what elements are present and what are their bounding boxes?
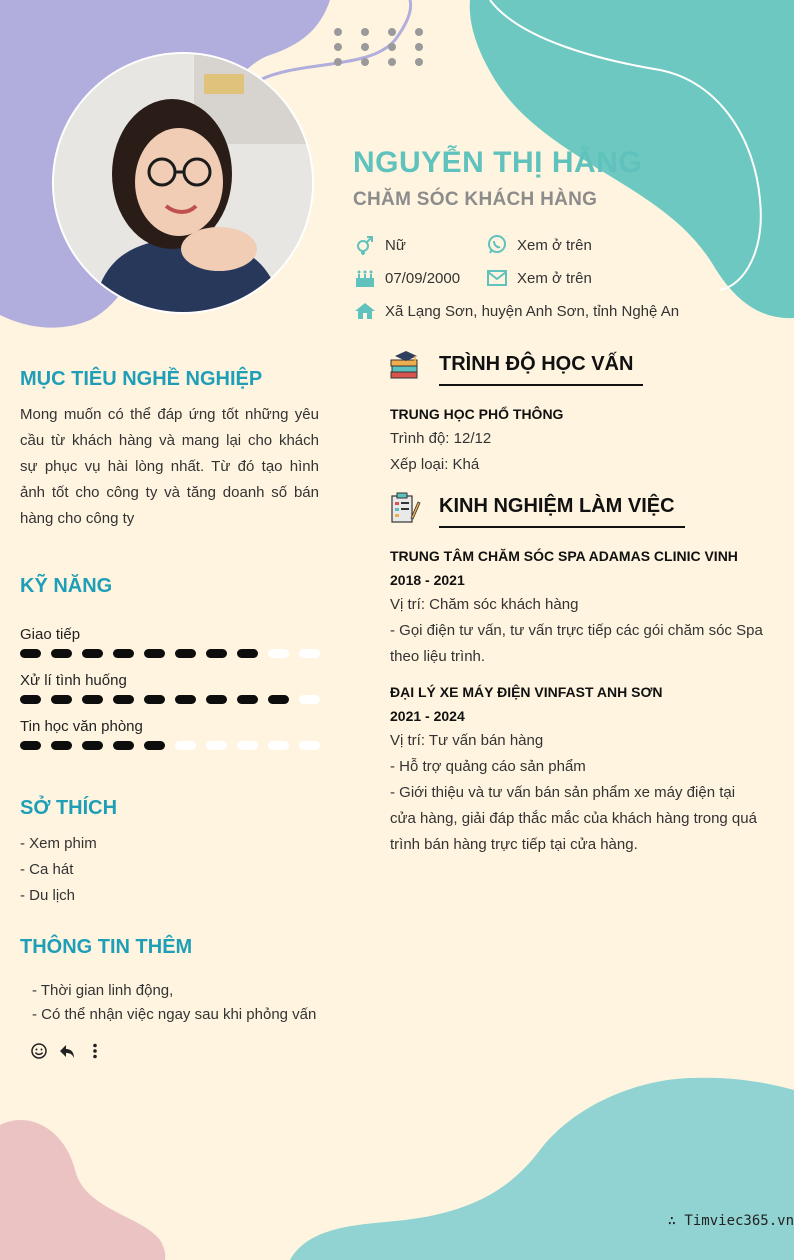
job-period: 2021 - 2024 [390, 708, 465, 724]
smiley-icon[interactable] [30, 1042, 48, 1060]
job-line: - Giới thiệu và tư vấn bán sản phẩm xe máy điện tại cửa hàng, giải đáp thắc mắc của khách hàng trong quá trình bán hàng trực tiếp tại cửa hàng. [390, 784, 757, 853]
skill-dot-empty [299, 649, 320, 658]
phone-value: Xem ở trên [517, 236, 592, 254]
job-line: Vị trí: Tư vấn bán hàng [390, 732, 544, 749]
job-company: ĐẠI LÝ XE MÁY ĐIỆN VINFAST ANH SƠN [390, 684, 663, 700]
reply-icon[interactable] [58, 1042, 76, 1060]
skill-dot-filled [113, 649, 134, 658]
job-line: Vị trí: Chăm sóc khách hàng [390, 596, 579, 613]
job-title: CHĂM SÓC KHÁCH HÀNG [353, 189, 598, 210]
home-icon [354, 301, 376, 321]
skill-dot-filled [113, 695, 134, 704]
job-line: - Hỗ trợ quảng cáo sản phẩm [390, 758, 586, 775]
skills-heading: KỸ NĂNG [20, 575, 113, 597]
comment-toolbar [30, 1042, 114, 1060]
birthday-value: 07/09/2000 [385, 269, 461, 287]
skill-dot-empty [299, 695, 320, 704]
info-email [486, 268, 592, 288]
education-block [390, 402, 765, 478]
list-item: - Có thể nhận việc ngay sau khi phỏng vấn [32, 1006, 317, 1023]
skill-dot-filled [206, 649, 227, 658]
objective-text: Mong muốn có thể đáp ứng tốt những yêu cầu từ khách hàng và mang lại cho khách sự phục vụ hài lòng nhất. Từ đó tạo hình ảnh tốt cho công ty và tăng doanh số bán hàng cho công ty [20, 406, 319, 527]
cake-icon [354, 268, 376, 288]
skill-bar [20, 741, 320, 753]
address-value: Xã Lạng Sơn, huyện Anh Sơn, tỉnh Nghệ An [385, 302, 680, 320]
skill-dot-empty [299, 741, 320, 750]
list-item: - Xem phim [20, 835, 97, 852]
candidate-name: NGUYỄN THỊ HẰNG [353, 146, 643, 179]
school-name: TRUNG HỌC PHỔ THÔNG [390, 406, 564, 422]
watermark: ∴ Timviec365.vn [667, 1213, 794, 1229]
skill-dot-empty [268, 649, 289, 658]
job-company: TRUNG TÂM CHĂM SÓC SPA ADAMAS CLINIC VINH [390, 548, 738, 564]
skill-dot-filled [144, 649, 165, 658]
info-gender [354, 235, 406, 255]
skill-dot-filled [237, 695, 258, 704]
skill-dot-filled [51, 741, 72, 750]
skill-name: Giao tiếp [20, 626, 81, 643]
skill-dot-filled [20, 741, 41, 750]
books-graduation-icon [389, 350, 421, 382]
skill-dot-filled [51, 649, 72, 658]
skill-dot-filled [20, 649, 41, 658]
skill-bar [20, 649, 320, 661]
skill-name: Tin học văn phòng [20, 718, 143, 735]
skill-name: Xử lí tình huống [20, 672, 127, 689]
clipboard-pen-icon [389, 492, 421, 524]
job-block [390, 544, 765, 670]
extra-heading: THÔNG TIN THÊM [20, 936, 193, 958]
skill-dot-empty [237, 741, 258, 750]
info-address [354, 301, 679, 321]
skill-dot-filled [51, 695, 72, 704]
education-level: Trình độ: 12/12 [390, 430, 492, 447]
education-heading: TRÌNH ĐỘ HỌC VẤN [439, 350, 643, 386]
list-item: - Du lịch [20, 887, 76, 904]
extra-list [32, 979, 316, 1027]
experience-heading: KINH NGHIỆM LÀM VIỆC [439, 492, 685, 528]
skill-dot-filled [20, 695, 41, 704]
info-phone [486, 235, 592, 255]
list-item: - Ca hát [20, 861, 74, 878]
skill-dot-empty [175, 741, 196, 750]
envelope-icon [486, 268, 508, 288]
education-rank: Xếp loại: Khá [390, 456, 480, 473]
profile-photo [52, 52, 314, 314]
job-block [390, 680, 765, 858]
gender-value: Nữ [385, 236, 406, 254]
skill-dot-empty [206, 741, 227, 750]
education-header [389, 350, 643, 386]
job-period: 2018 - 2021 [390, 572, 465, 588]
hobbies-list [20, 831, 97, 909]
experience-header [389, 492, 685, 528]
gender-icon [354, 235, 376, 255]
skill-dot-filled [82, 741, 103, 750]
more-vertical-icon[interactable] [86, 1042, 104, 1060]
skill-dot-filled [175, 695, 196, 704]
skill-dot-filled [206, 695, 227, 704]
skill-dot-filled [268, 695, 289, 704]
skill-dot-filled [175, 649, 196, 658]
skill-dot-filled [113, 741, 134, 750]
email-value: Xem ở trên [517, 269, 592, 287]
skill-bar [20, 695, 320, 707]
skill-dot-filled [82, 649, 103, 658]
hobbies-heading: SỞ THÍCH [20, 797, 118, 819]
skill-dot-filled [144, 741, 165, 750]
info-birthday [354, 268, 460, 288]
skill-dot-filled [144, 695, 165, 704]
skill-dot-filled [82, 695, 103, 704]
skill-dot-filled [237, 649, 258, 658]
skill-dot-empty [268, 741, 289, 750]
objective-heading: MỤC TIÊU NGHỀ NGHIỆP [20, 368, 263, 390]
whatsapp-icon [486, 235, 508, 255]
job-line: - Gọi điện tư vấn, tư vấn trực tiếp các gói chăm sóc Spa theo liệu trình. [390, 622, 763, 665]
list-item: - Thời gian linh động, [32, 982, 174, 999]
